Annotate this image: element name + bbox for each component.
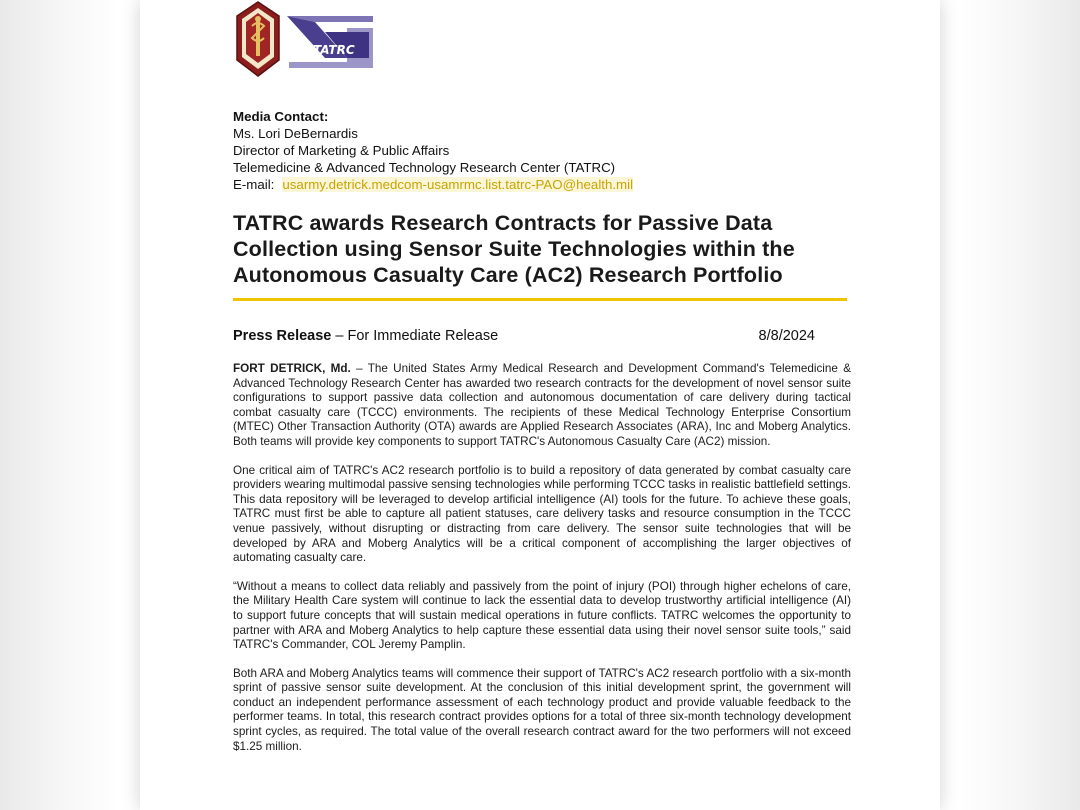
paragraph-3: “Without a means to collect data reliably and passively from the point of injury (POI) through higher echelons of care, the Military Health Care system will continue to lack the essential data to develop trustworthy artificial intelligence (AI) to support future concepts that will sustain medical operations in future conflicts. TATRC welcomes the opportunity to partner with ARA and Moberg Analytics to help capture these essential data using their novel sensor suite tools,” said TATRC's Commander, COL Jeremy Pamplin. <box>233 579 851 652</box>
title-underline-divider <box>233 298 847 301</box>
paragraph-1 <box>233 362 851 450</box>
media-contact <box>233 108 633 193</box>
contact-role: Director of Marketing & Public Affairs <box>233 143 450 158</box>
contact-name: Ms. Lori DeBernardis <box>233 126 358 141</box>
dateline: FORT DETRICK, Md. <box>233 362 351 375</box>
release-type: – For Immediate Release <box>331 328 499 344</box>
paragraph-1-text: – The United States Army Medical Research and Development Command's Telemedicine & Advanced Technology Research Center has awarded two research contracts for the development of novel sensor suite configurations to support passive data collection and autonomous documentation of care delivery during tactical combat casualty care (TCCC) environments. The recipients of these Medical Technology Enterprise Consortium (MTEC) Other Transaction Authority (OTA) awards are Applied Research Associates (ARA), Inc and Moberg Analytics. Both teams will provide key components to support TATRC's Autonomous Casualty Care (AC2) mission. <box>233 362 851 448</box>
logo-area <box>235 0 385 80</box>
press-release-label: Press Release <box>233 328 332 344</box>
contact-org: Telemedicine & Advanced Technology Research Center (TATRC) <box>233 160 616 175</box>
document-page <box>140 0 940 810</box>
press-release-line <box>233 328 823 344</box>
tatrc-logo-text: TATRC <box>313 43 355 57</box>
article-body <box>233 362 851 768</box>
email-label: E-mail: <box>233 177 275 192</box>
page-title: TATRC awards Research Contracts for Passive Data Collection using Sensor Suite Technologies within the Autonomous Casualty Care (AC2) Research Portfolio <box>233 211 795 287</box>
army-medical-crest-icon <box>235 0 281 78</box>
email-row <box>233 176 633 193</box>
email-link[interactable]: usarmy.detrick.medcom-usamrmc.list.tatrc-PAO@health.mil <box>282 177 634 192</box>
media-contact-heading: Media Contact: <box>233 109 329 124</box>
paragraph-2: One critical aim of TATRC's AC2 research portfolio is to build a repository of data generated by combat casualty care providers wearing multimodal passive sensing technologies while performing TCCC tasks in realistic battlefield settings. This data repository will be leveraged to develop artificial intelligence (AI) tools for the future. To achieve these goals, TATRC must first be able to capture all patient statuses, care delivery tasks and resource consumption in the TCCC venue passively, without disrupting or distracting from care delivery. The sensor suite technologies that will be developed by ARA and Moberg Analytics will be a critical component of accomplishing the larger objectives of automating casualty care. <box>233 463 851 565</box>
release-date: 8/8/2024 <box>758 328 815 344</box>
tatrc-logo-icon <box>285 14 377 70</box>
paragraph-4: Both ARA and Moberg Analytics teams will commence their support of TATRC's AC2 research portfolio with a six-month sprint of passive sensor suite development. At the conclusion of this initial development sprint, the government will conduct an independent performance assessment of each technology product and provide valuable feedback to the performer teams. In total, this research contract provides options for a total of three six-month technology development sprint cycles, as required. The total value of the overall research contract award for the two performers will not exceed $1.25 million. <box>233 666 851 753</box>
